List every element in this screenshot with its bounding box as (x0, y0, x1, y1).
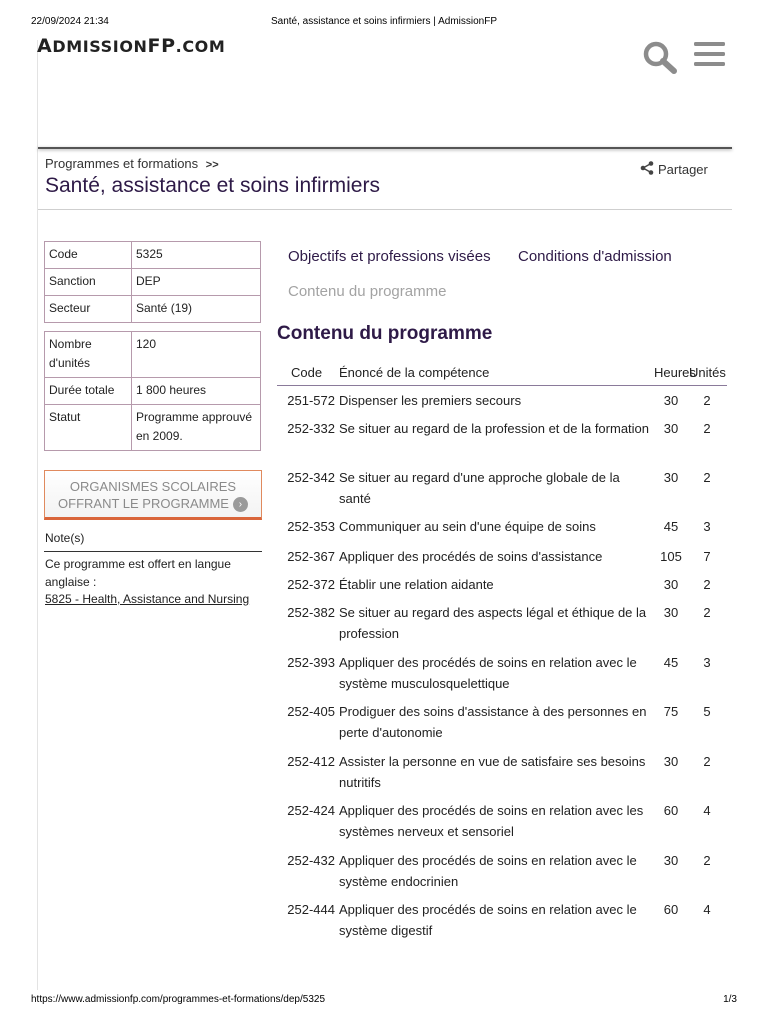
tab-conditions-admission[interactable]: Conditions d'admission (518, 248, 672, 265)
info-key: Secteur (45, 296, 132, 323)
info-value: 120 (132, 332, 261, 378)
competence-heures: 60 (663, 902, 679, 917)
info-key: Nombre d'unités (45, 332, 132, 378)
competence-unites: 2 (703, 853, 711, 868)
header-unites: Unités (689, 365, 726, 380)
info-value: Santé (19) (132, 296, 261, 323)
header-enonce: Énoncé de la compétence (339, 365, 490, 380)
info-key: Statut (45, 405, 132, 451)
info-row (45, 332, 261, 378)
competence-code: 252-412 (287, 754, 335, 769)
breadcrumb (45, 156, 219, 171)
program-info-table (44, 241, 261, 323)
competence-code: 252-432 (287, 853, 335, 868)
english-program-link[interactable]: 5825 - Health, Assistance and Nursing (45, 592, 250, 606)
info-value: DEP (132, 269, 261, 296)
info-value: 1 800 heures (132, 378, 261, 405)
competence-unites: 2 (703, 605, 711, 620)
print-footer (31, 994, 737, 1008)
info-key: Code (45, 242, 132, 269)
print-header (31, 16, 737, 30)
info-row (45, 378, 261, 405)
info-key: Sanction (45, 269, 132, 296)
competence-heures: 30 (663, 605, 679, 620)
competence-enonce: Dispenser les premiers secours (339, 393, 522, 408)
competence-code: 252-405 (287, 704, 335, 719)
competence-enonce: Se situer au regard des aspects légal et éthique de la profession (339, 605, 647, 641)
competence-unites: 2 (703, 393, 711, 408)
header-divider (38, 147, 732, 149)
info-value: Programme approuvé en 2009. (132, 405, 261, 451)
info-row (45, 242, 261, 269)
competence-enonce: Appliquer des procédés de soins en relation avec les systèmes nerveux et sensoriel (339, 803, 644, 839)
competence-enonce: Appliquer des procédés de soins en relation avec le système digestif (339, 902, 637, 938)
competence-heures: 30 (663, 577, 679, 592)
share-button[interactable] (640, 161, 708, 178)
competence-heures: 30 (663, 754, 679, 769)
competence-enonce: Appliquer des procédés de soins d'assistance (339, 549, 603, 564)
competence-code: 252-332 (287, 421, 335, 436)
competence-heures: 30 (663, 421, 679, 436)
breadcrumb-separator: >> (205, 159, 219, 171)
info-row (45, 405, 261, 451)
notes-text: Ce programme est offert en langue anglaise : (45, 557, 231, 589)
competence-code: 252-342 (287, 470, 335, 485)
competence-enonce: Communiquer au sein d'une équipe de soins (339, 519, 596, 534)
site-logo[interactable]: ADMISSIONFP.COM (37, 35, 226, 57)
breadcrumb-link[interactable]: Programmes et formations (45, 156, 199, 171)
print-date: 22/09/2024 21:34 (31, 16, 109, 27)
organismes-scolaires-button[interactable] (44, 470, 262, 520)
competence-code: 251-572 (287, 393, 335, 408)
org-button-line1: ORGANISMES SCOLAIRES (69, 479, 237, 494)
print-title: Santé, assistance et soins infirmiers | AdmissionFP (270, 16, 498, 27)
competence-code: 252-372 (287, 577, 335, 592)
page-title: Santé, assistance et soins infirmiers (45, 174, 380, 197)
competence-code: 252-424 (287, 803, 335, 818)
competence-heures: 105 (660, 549, 682, 564)
section-title: Contenu du programme (277, 323, 493, 344)
competence-heures: 60 (663, 803, 679, 818)
competence-unites: 2 (703, 421, 711, 436)
competence-code: 252-393 (287, 655, 335, 670)
competence-enonce: Se situer au regard d'une approche globale de la santé (339, 470, 620, 506)
competence-code: 252-444 (287, 902, 335, 917)
share-label: Partager (658, 162, 708, 177)
header-code: Code (291, 365, 323, 380)
program-details-table (44, 331, 261, 451)
print-page-number: 1/3 (723, 994, 737, 1005)
competence-unites: 4 (703, 803, 711, 818)
competence-unites: 5 (703, 704, 711, 719)
competence-enonce: Se situer au regard de la profession et de la formation (339, 421, 650, 436)
left-border-rule (37, 40, 38, 990)
notes-label: Note(s) (45, 531, 85, 545)
competence-heures: 45 (663, 519, 679, 534)
competence-heures: 45 (663, 655, 679, 670)
print-url: https://www.admissionfp.com/programmes-et-formations/dep/5325 (31, 994, 326, 1005)
competence-enonce: Appliquer des procédés de soins en relation avec le système endocrinien (339, 853, 637, 889)
chevron-right-icon: › (233, 497, 248, 512)
competences-table-header (277, 364, 727, 386)
competence-unites: 3 (703, 519, 711, 534)
header-heures: Heures (654, 365, 696, 380)
info-row (45, 269, 261, 296)
competence-heures: 30 (663, 393, 679, 408)
title-divider (38, 209, 732, 210)
notes-divider (44, 551, 262, 552)
org-button-line2: OFFRANT LE PROGRAMME (58, 496, 229, 511)
competence-unites: 2 (703, 754, 711, 769)
competence-heures: 30 (663, 470, 679, 485)
competence-unites: 2 (703, 470, 711, 485)
info-row (45, 296, 261, 323)
competence-heures: 75 (663, 704, 679, 719)
tab-contenu-programme[interactable]: Contenu du programme (288, 283, 447, 300)
competence-unites: 3 (703, 655, 711, 670)
share-icon (640, 161, 654, 178)
hamburger-menu-icon[interactable] (694, 40, 726, 73)
competence-unites: 7 (703, 549, 711, 564)
competence-unites: 4 (703, 902, 711, 917)
search-icon[interactable] (642, 40, 678, 79)
tab-objectifs[interactable]: Objectifs et professions visées (288, 248, 491, 265)
info-value: 5325 (132, 242, 261, 269)
competence-heures: 30 (663, 853, 679, 868)
competence-code: 252-382 (287, 605, 335, 620)
info-key: Durée totale (45, 378, 132, 405)
competence-enonce: Assister la personne en vue de satisfaire ses besoins nutritifs (339, 754, 646, 790)
competence-enonce: Prodiguer des soins d'assistance à des personnes en perte d'autonomie (339, 704, 647, 740)
competence-enonce: Appliquer des procédés de soins en relation avec le système musculosquelettique (339, 655, 637, 691)
competence-code: 252-367 (287, 549, 335, 564)
competence-enonce: Établir une relation aidante (339, 577, 494, 592)
competence-code: 252-353 (287, 519, 335, 534)
competence-unites: 2 (703, 577, 711, 592)
